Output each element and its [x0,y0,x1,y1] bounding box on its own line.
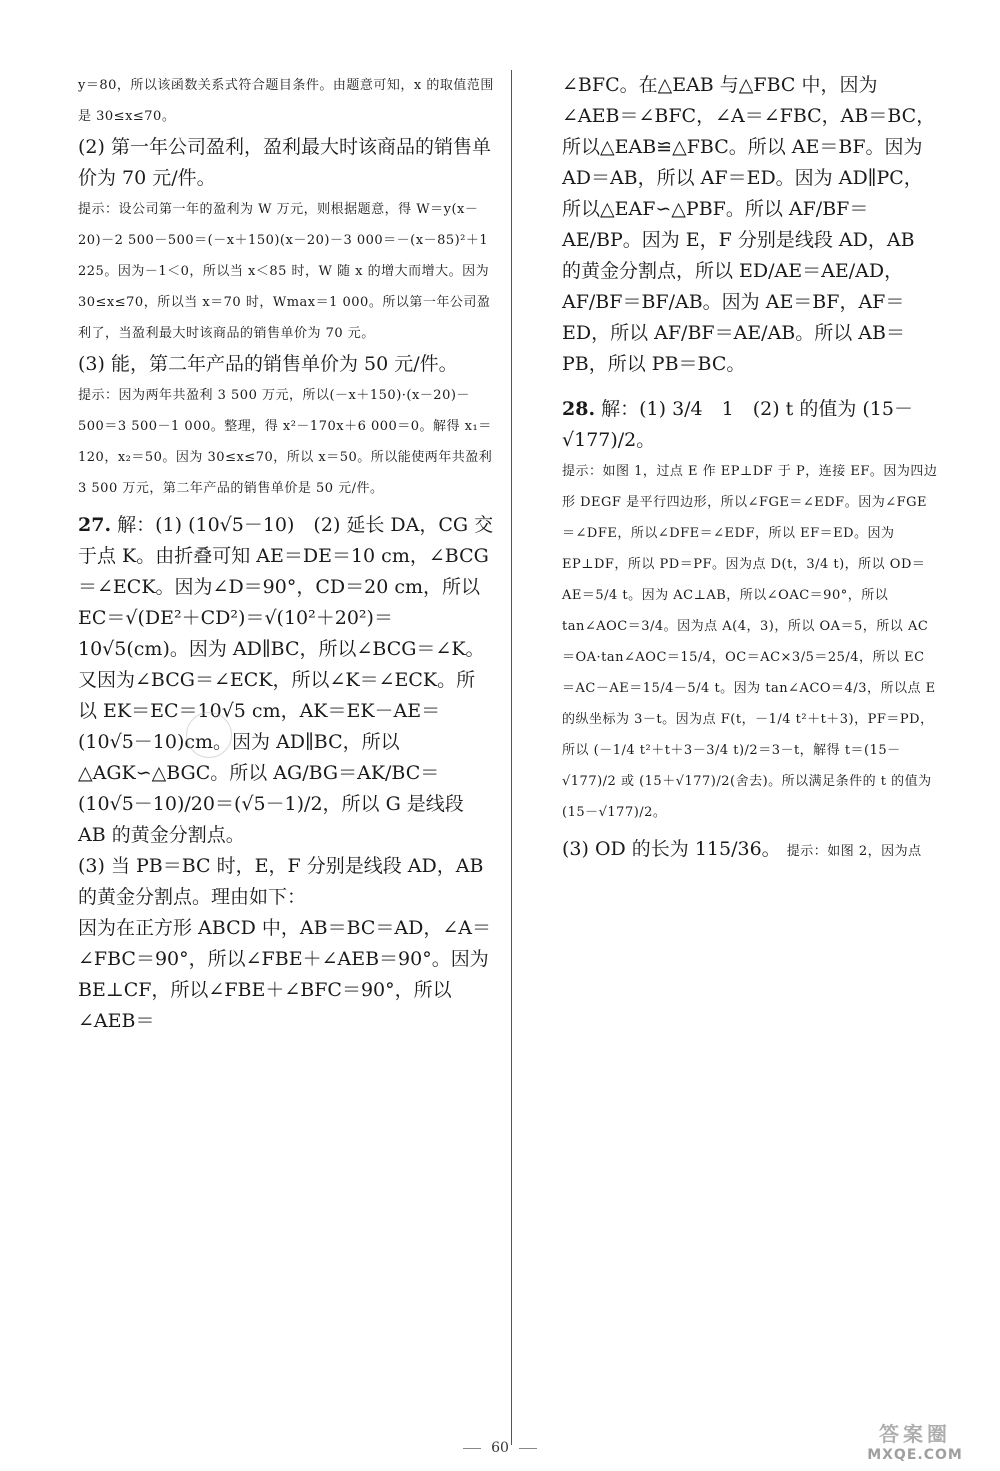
answer-28-1-2: 解：(1) 3/4 1 (2) t 的值为 (15－√177)/2。 [562,398,913,451]
left-column [78,70,494,1037]
hint-28-2: 提示：如图 1，过点 E 作 EP⊥DF 于 P，连接 EF。因为四边形 DEGF 是平行四边形，所以∠FGE＝∠EDF。因为∠FGE＝∠DFE，所以∠DFE＝∠EDF，所以 EF＝ED。因为 EP⊥DF，所以 PD＝PF。因为点 D(t，3/4 t)，所以 OD＝AE＝5/4 t。因为 AC⊥AB，所以∠OAC＝90°，所以 tan∠AOC＝3/4。因为点 A(4，3)，所以 OA＝5，所以 AC＝OA·tan∠AOC＝15/4，OC＝AC×3/5＝25/4，所以 EC＝AC－AE＝15/4－5/4 t。因为 tan∠ACO＝4/3，所以点 E 的纵坐标为 3－t。因为点 F(t，－1/4 t²＋t＋3)，PF＝PD，所以 (－1/4 t²＋t＋3－3/4 t)/2＝3－t，解得 t＝(15－√177)/2 或 (15＋√177)/2(舍去)。所以满足条件的 t 的值为 (15－√177)/2。 [562,464,938,820]
hint-28-3: 提示：如图 2，因为点 [786,844,922,859]
answer-26-1-tail: y＝80，所以该函数关系式符合题目条件。由题意可知，x 的取值范围是 30≤x≤70。 [78,78,494,124]
watermark-line1: 答案圈 [879,1422,951,1446]
column-divider [511,70,512,1445]
answer-26-2: (2) 第一年公司盈利，盈利最大时该商品的销售单价为 70 元/件。 [78,136,491,189]
answer-28-3: (3) OD 的长为 115/36。 [562,838,781,860]
page-number: 60 [0,1440,1000,1456]
watermark-line2: MXQE.COM [867,1447,963,1463]
right-column [562,70,938,867]
answer-27-1-2: 解：(1) (10√5－10) (2) 延长 DA，CG 交于点 K。由折叠可知 AE＝DE＝10 cm，∠BCG＝∠ECK。因为∠D＝90°，CD＝20 cm，所以 EC＝√(DE²＋CD²)＝√(10²＋20²)＝10√5(cm)。因为 AD∥BC，所以∠BCG＝∠K。又因为∠BCG＝∠ECK，所以∠K＝∠ECK。所以 EK＝EC＝10√5 cm，AK＝EK－AE＝(10√5－10)cm。因为 AD∥BC，所以△AGK∽△BGC。所以 AG/BG＝AK/BC＝(10√5－10)/20＝(√5－1)/2，所以 G 是线段 AB 的黄金分割点。 [78,514,494,846]
watermark-logo [840,1418,990,1466]
hint-26-2: 提示：设公司第一年的盈利为 W 万元，则根据题意，得 W＝y(x－20)－2 500－500＝(－x＋150)(x－20)－3 000＝－(x－85)²＋1 225。因为－1＜0，所以当 x＜85 时，W 随 x 的增大而增大。因为 30≤x≤70，所以当 x＝70 时，Wmax＝1 000。所以第一年公司盈利了，当盈利最大时该商品的销售单价为 70 元。 [78,202,491,341]
answer-27-3-proof: 因为在正方形 ABCD 中，AB＝BC＝AD，∠A＝∠FBC＝90°，所以∠FBE＋∠AEB＝90°。因为 BE⊥CF，所以∠FBE＋∠BFC＝90°，所以∠AEB＝ [78,917,492,1032]
answer-26-3: (3) 能，第二年产品的销售单价为 50 元/件。 [78,353,458,375]
answer-27-3-continued: ∠BFC。在△EAB 与△FBC 中，因为 ∠AEB＝∠BFC，∠A＝∠FBC，AB＝BC，所以△EAB≌△FBC。所以 AE＝BF。因为 AD＝AB，所以 AF＝ED。因为 AD∥PC，所以△EAF∽△PBF。所以 AF/BF＝AE/BP。因为 E，F 分别是线段 AD，AB 的黄金分割点，所以 ED/AE＝AE/AD，AF/BF＝BF/AB。因为 AE＝BF，AF＝ED，所以 AF/BF＝AE/AB。所以 AB＝PB，所以 PB＝BC。 [562,74,936,375]
answer-27-3: (3) 当 PB＝BC 时，E，F 分别是线段 AD，AB 的黄金分割点。理由如下： [78,855,484,908]
hint-26-3: 提示：因为两年共盈利 3 500 万元，所以(－x＋150)·(x－20)－500＝3 500－1 000。整理，得 x²－170x＋6 000＝0。解得 x₁＝120，x₂＝50。因为 30≤x≤70，所以 x＝50。所以能使两年共盈利 3 500 万元，第二年产品的销售单价是 50 元/件。 [78,388,493,496]
watermark-stamp-icon [186,712,232,758]
question-number-28: 28. [562,398,596,420]
question-number-27: 27. [78,514,112,536]
